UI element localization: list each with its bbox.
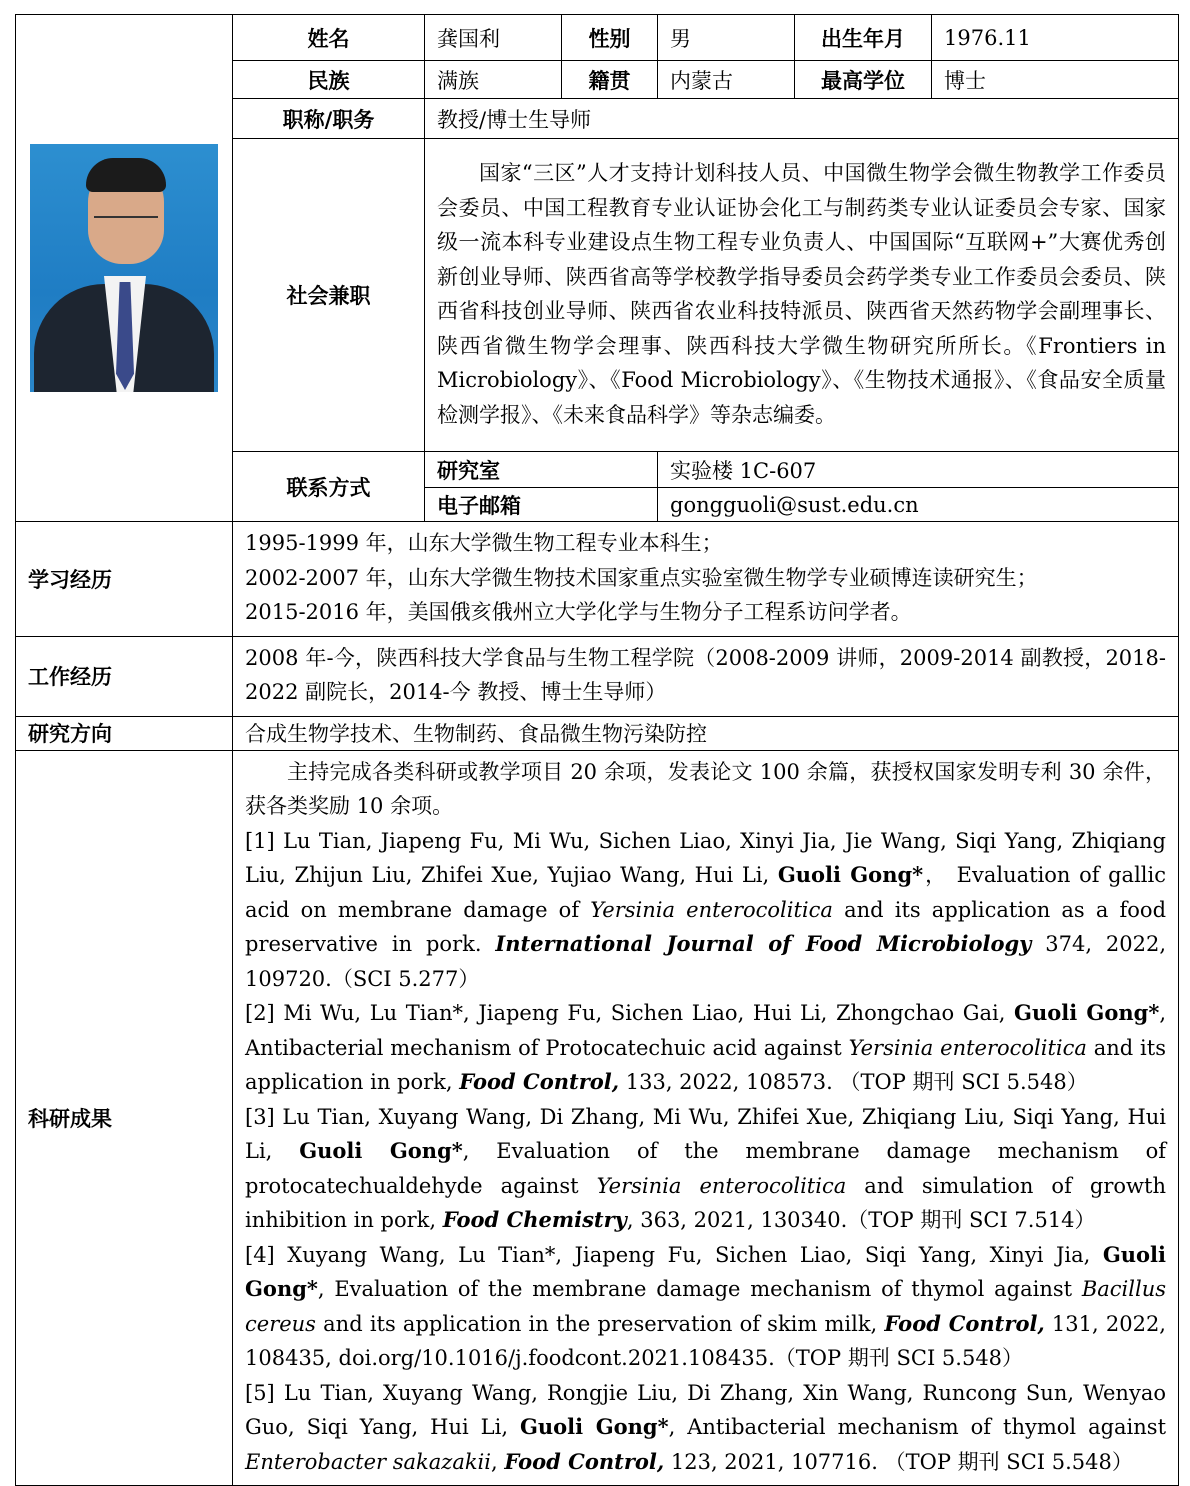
publication-item: [1] Lu Tian, Jiapeng Fu, Mi Wu, Sichen Liao, Xinyi Jia, Jie Wang, Siqi Yang, Zhiqiang Liu, Zhijun Liu, Zhifei Xue, Yujiao Wang, Hui Li, Guoli Gong*， Evaluation of gallic acid on membrane damage of Yersinia enterocolitica and its application as a food preservative in pork. International Journal of Food Microbiology 374, 2022, 109720.（SCI 5.277） — [245, 828, 1167, 991]
ethnicity-value: 满族 — [425, 61, 562, 99]
education-item: 2015-2016 年，美国俄亥俄州立大学化学与生物分子工程系访问学者。 — [245, 600, 912, 624]
journal-name: International Journal of Food Microbiology — [495, 931, 1032, 956]
achievements-label: 科研成果 — [16, 750, 233, 1486]
journal-name: Food Chemistry — [442, 1207, 627, 1232]
journal-name: Food Control, — [884, 1310, 1045, 1336]
publication-item: [3] Lu Tian, Xuyang Wang, Di Zhang, Mi Wu, Zhifei Xue, Zhiqiang Liu, Siqi Yang, Hui Li, Guoli Gong*, Evaluation of the membrane damage mechanism of protocatechualdehyde against Yersinia enterocolitica and simulation of growth inhibition in pork, Food Chemistry, 363, 2021, 130340.（TOP 期刊 SCI 7.514） — [245, 1104, 1167, 1232]
gender-label: 性别 — [562, 15, 658, 61]
achievements-value — [233, 750, 1179, 1486]
degree-label: 最高学位 — [795, 61, 932, 99]
portrait-photo — [30, 144, 218, 392]
species-name: Yersinia enterocolitica — [848, 1035, 1087, 1060]
education-item: 1995-1999 年，山东大学微生物工程专业本科生； — [245, 531, 723, 555]
journal-name: Food Control, — [459, 1069, 620, 1094]
social-value — [425, 139, 1179, 452]
species-name: Yersinia enterocolitica — [596, 1173, 847, 1198]
social-label: 社会兼职 — [233, 139, 425, 452]
species-name: Enterobacter sakazakii — [245, 1449, 491, 1474]
contact-label: 联系方式 — [233, 452, 425, 522]
title-label: 职称/职务 — [233, 99, 425, 139]
name-value: 龚国利 — [425, 15, 562, 61]
publication-item: [2] Mi Wu, Lu Tian*, Jiapeng Fu, Sichen Liao, Hui Li, Zhongchao Gai, Guoli Gong*, Antibacterial mechanism of Protocatechuic acid against Yersinia enterocolitica and its application in pork, Food Control, 133, 2022, 108573. （TOP 期刊 SCI 5.548） — [245, 1000, 1166, 1094]
species-name: Bacillus cereus — [245, 1277, 1166, 1336]
photo-cell — [16, 15, 233, 522]
ethnicity-label: 民族 — [233, 61, 425, 99]
self-author: Guoli Gong* — [245, 1241, 1166, 1301]
publication-item: [4] Xuyang Wang, Lu Tian*, Jiapeng Fu, Sichen Liao, Siqi Yang, Xinyi Jia, Guoli Gong*, Evaluation of the membrane damage mechanism of thymol against Bacillus cereus and its application in the preservation of skim milk, Food Control, 131, 2022, 108435, doi.org/10.1016/j.foodcont.2021.108435.（TOP 期刊 SCI 5.548） — [245, 1241, 1166, 1370]
research-label: 研究方向 — [16, 716, 233, 750]
email-value[interactable]: gongguoli@sust.edu.cn — [658, 488, 1179, 522]
gender-value: 男 — [658, 15, 795, 61]
education-label: 学习经历 — [16, 522, 233, 637]
self-author: Guoli Gong* — [519, 1414, 669, 1439]
origin-label: 籍贯 — [562, 61, 658, 99]
work-value — [233, 636, 1179, 716]
research-value: 合成生物学技术、生物制药、食品微生物污染防控 — [233, 716, 1179, 750]
office-value: 实验楼 1C-607 — [658, 452, 1179, 488]
birth-value: 1976.11 — [932, 15, 1179, 61]
title-value: 教授/博士生导师 — [425, 99, 1179, 139]
origin-value: 内蒙古 — [658, 61, 795, 99]
education-value — [233, 522, 1179, 637]
achievements-summary: 主持完成各类科研或教学项目 20 余项，发表论文 100 余篇，获授权国家发明专利 30 余件，获各类奖励 10 余项。 — [245, 759, 1166, 818]
email-label: 电子邮箱 — [425, 488, 658, 522]
self-author: Guoli Gong* — [299, 1138, 463, 1163]
publication-item: [5] Lu Tian, Xuyang Wang, Rongjie Liu, Di Zhang, Xin Wang, Runcong Sun, Wenyao Guo, Siqi Yang, Hui Li, Guoli Gong*, Antibacterial mechanism of thymol against Enterobacter sakazakii, Food Control, 123, 2021, 107716. （TOP 期刊 SCI 5.548） — [245, 1380, 1167, 1474]
work-text: 2008 年-今，陕西科技大学食品与生物工程学院（2008-2009 讲师，2009-2014 副教授，2018-2022 副院长，2014-今 教授、博士生导师） — [245, 645, 1166, 704]
journal-name: Food Control, — [504, 1448, 665, 1474]
degree-value: 博士 — [932, 61, 1179, 99]
name-label: 姓名 — [233, 15, 425, 61]
work-label: 工作经历 — [16, 636, 233, 716]
self-author: Guoli Gong* — [777, 862, 924, 887]
education-item: 2002-2007 年，山东大学微生物技术国家重点实验室微生物学专业硕博连读研究生； — [245, 565, 1038, 590]
office-label: 研究室 — [425, 452, 658, 488]
self-author: Guoli Gong* — [1014, 1000, 1160, 1025]
social-text: 国家“三区”人才支持计划科技人员、中国微生物学会微生物教学工作委员会委员、中国工程教育专业认证协会化工与制药类专业认证委员会专家、国家级一流本科专业建设点生物工程专业负责人、中国国际“互联网+”大赛优秀创新创业导师、陕西省高等学校教学指导委员会药学类专业工作委员会委员、陕西省科技创业导师、陕西省农业科技特派员、陕西省天然药物学会副理事长、陕西省微生物学会理事、陕西科技大学微生物研究所所长。《Frontiers in Microbiology》、《Food Microbiology》、《生物技术通报》、《食品安全质量检测学报》、《未来食品科学》等杂志编委。 — [437, 161, 1166, 427]
birth-label: 出生年月 — [795, 15, 932, 61]
species-name: Yersinia enterocolitica — [590, 897, 833, 922]
cv-table — [15, 14, 1179, 1486]
